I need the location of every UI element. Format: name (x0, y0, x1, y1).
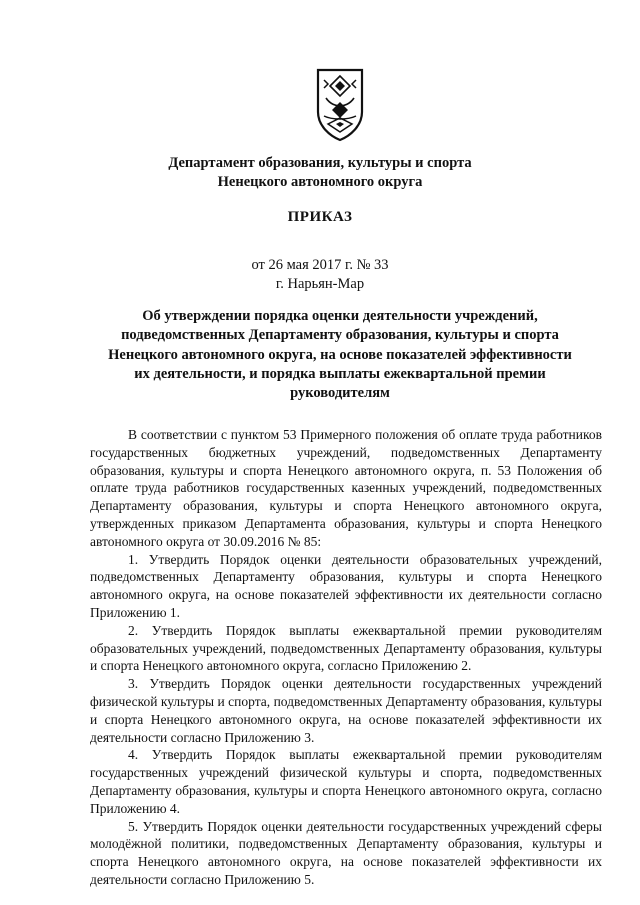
department-name (0, 154, 640, 192)
order-item-5: 5. Утвердить Порядок оценки деятельности государственных учреждений сферы молодёжной политики, подведомственных Департаменту образования, культуры и спорта Ненецкого автономного округа, на основе показателей эффективности их деятельности согласно Приложению 5. (90, 818, 602, 887)
order-subject (90, 307, 590, 403)
department-line-2: Ненецкого автономного округа (217, 174, 423, 190)
preamble-paragraph: В соответствии с пунктом 53 Примерного положения об оплате труда работников государственных бюджетных учреждений, подведомственных Департаменту образования, культуры и спорта Ненецкого автономного округа, п. 53 Положения об оплате труда работников государственных казенных учреждений, подведомственных Департаменту образования, культуры и спорта Ненецкого автономного округа, утвержденных приказом Департамента образования, культуры и спорта Ненецкого автономного округа от 30.09.2016 № 85: (90, 427, 602, 549)
subject-line-1: Об утверждении порядка оценки деятельности учреждений, (142, 308, 538, 324)
department-line-1: Департамент образования, культуры и спорта (168, 155, 472, 171)
subject-line-2: подведомственных Департаменту образования, культуры и спорта (121, 327, 559, 344)
order-date-block (0, 256, 640, 294)
order-item-4: 4. Утвердить Порядок выплаты ежеквартальной премии руководителям государственных учреждений физической культуры и спорта, подведомственных Департаменту образования, культуры и спорта Ненецкого автономного округа, согласно Приложению 4. (90, 747, 602, 816)
order-item-3: 3. Утвердить Порядок оценки деятельности государственных учреждений физической культуры и спорта, подведомственных Департаменту образования, культуры и спорта Ненецкого автономного округа, на основе показателей эффективности их деятельности согласно Приложению 3. (90, 676, 602, 745)
subject-line-4: их деятельности, и порядка выплаты ежеквартальной премии (134, 365, 546, 382)
subject-line-5: руководителям (290, 385, 390, 402)
order-item-1: 1. Утвердить Порядок оценки деятельности образовательных учреждений, подведомственных Департаменту образования, культуры и спорта Ненецкого автономного округа, на основе показателей эффективности их деятельности согласно Приложению 1. (90, 551, 602, 620)
order-date-number: от 26 мая 2017 г. № 33 (251, 257, 389, 273)
order-body (90, 426, 602, 889)
coat-of-arms-icon (314, 66, 366, 142)
document-type: ПРИКАЗ (287, 209, 353, 225)
order-city: г. Нарьян-Мар (275, 276, 365, 292)
subject-line-3: Ненецкого автономного округа, на основе показателей эффективности (108, 346, 572, 363)
order-item-2: 2. Утвердить Порядок выплаты ежеквартальной премии руководителям образовательных учреждений, подведомственных Департаменту образования, культуры и спорта Ненецкого автономного округа, согласно Приложению 2. (90, 622, 602, 674)
